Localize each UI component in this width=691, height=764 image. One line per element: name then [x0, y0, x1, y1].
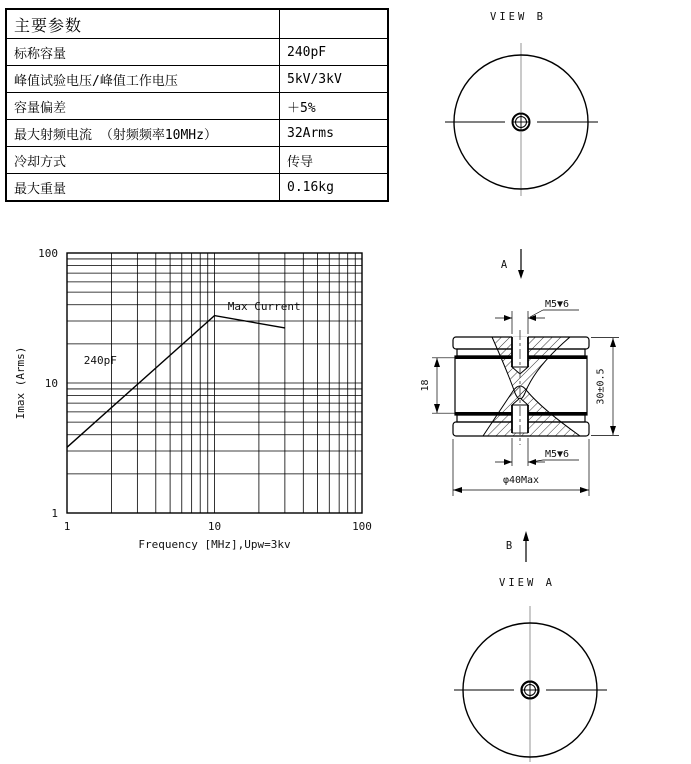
- param-row: [6, 39, 388, 66]
- center-thread-hole: [513, 114, 530, 131]
- chart-annotation: Max Current: [227, 300, 301, 314]
- x-tick-label: 10: [207, 520, 222, 533]
- direction-b-arrow: [506, 531, 529, 562]
- param-label-cell: 冷却方式: [6, 147, 280, 174]
- dim-18: [420, 358, 458, 413]
- x-axis-label: Frequency [MHz],Upw=3kv: [138, 538, 291, 551]
- param-value-cell: 240pF: [280, 39, 389, 66]
- param-row: [6, 93, 388, 120]
- dim-total-height: [591, 338, 619, 436]
- param-label-cell: 峰值试验电压/峰值工作电压: [6, 66, 280, 93]
- param-label-cell: 标称容量: [6, 39, 280, 66]
- thread-callout-top-label: M5▼6: [545, 299, 570, 310]
- param-row: [6, 174, 388, 202]
- param-value-cell: 0.16kg: [280, 174, 389, 202]
- chart-annotation: 240pF: [83, 354, 117, 368]
- param-label-cell: 最大射频电流 （射频频率10MHz）: [6, 120, 280, 147]
- parameters-table: [5, 8, 389, 202]
- param-row: [6, 120, 388, 147]
- param-row: [6, 147, 388, 174]
- direction-a-arrow: [501, 249, 524, 279]
- series-max-current: [67, 316, 285, 448]
- y-axis-label: Imax (Arms): [14, 346, 27, 420]
- dim-diameter: [453, 439, 589, 496]
- x-tick-label: 100: [352, 520, 372, 533]
- thread-callout-bottom: [495, 438, 579, 466]
- imax-frequency-chart: [0, 240, 400, 570]
- thread-callout-bottom-label: M5▼6: [545, 449, 570, 460]
- y-tick-label: 10: [44, 377, 58, 390]
- table-header-row: [6, 9, 388, 39]
- section-drawing: [415, 245, 655, 507]
- top-bell-hatch: [492, 337, 570, 399]
- dim-diameter-label: φ40Max: [502, 475, 540, 486]
- dim-total-height-label: 30±0.5: [595, 368, 607, 405]
- view-b-drawing: [430, 4, 630, 222]
- table-header-cell: 主要参数: [6, 9, 280, 39]
- direction-b-label: B: [505, 540, 513, 552]
- view-b-title: VIEW B: [490, 11, 546, 23]
- param-row: [6, 66, 388, 93]
- view-a-drawing: [430, 528, 640, 764]
- dim-18-label: 18: [420, 379, 431, 392]
- bottom-bell-hatch: [483, 386, 580, 436]
- view-a-title: VIEW A: [499, 577, 555, 589]
- param-value-cell: 5kV/3kV: [280, 66, 389, 93]
- table-header-empty-cell: [280, 9, 389, 39]
- param-value-cell: 传导: [280, 147, 389, 174]
- param-value-cell: ＋5%: [280, 93, 389, 120]
- param-label-cell: 容量偏差: [6, 93, 280, 120]
- y-tick-label: 100: [38, 247, 58, 260]
- direction-a-label: A: [500, 259, 508, 271]
- center-thread-hole: [522, 682, 539, 699]
- thread-callout-top: [495, 299, 579, 334]
- param-value-cell: 32Arms: [280, 120, 389, 147]
- x-tick-label: 1: [63, 520, 71, 533]
- param-label-cell: 最大重量: [6, 174, 280, 202]
- y-tick-label: 1: [51, 507, 58, 520]
